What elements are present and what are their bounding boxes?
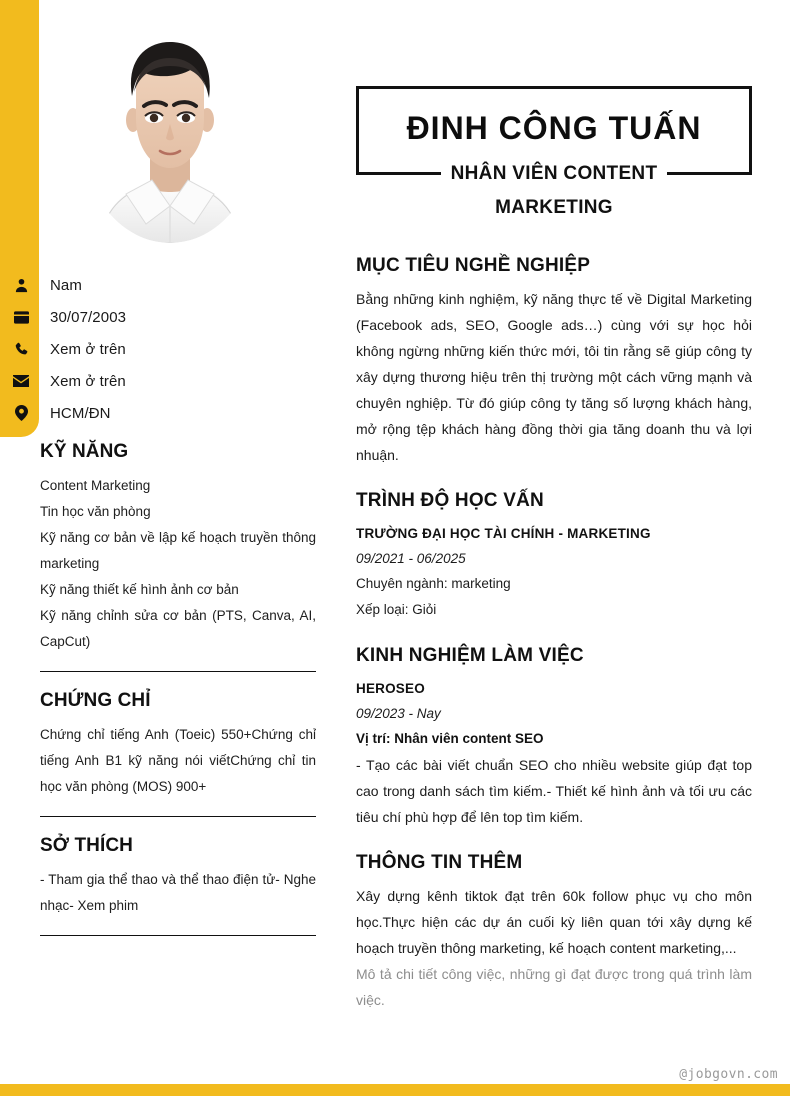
extra-body: Xây dựng kênh tiktok đạt trên 60k follow phục vụ cho môn học.Thực hiện các dự án cuối kỳ liên quan tới xây dựng kế hoạch truyền thông marketing, kế hoạch content marketing,... [356, 888, 752, 957]
id-card-icon [8, 311, 34, 324]
skill-item: Kỹ năng chỉnh sửa cơ bản (PTS, Canva, AI, CapCut) [40, 608, 316, 649]
avatar [82, 28, 258, 243]
contact-value: Xem ở trên [50, 372, 126, 390]
education-title: TRÌNH ĐỘ HỌC VẤN [356, 490, 544, 512]
hobbies-body: - Tham gia thể thao và thể thao điện tử- Nghe nhạc- Xem phim [40, 872, 316, 913]
email-icon [8, 375, 34, 387]
contact-item-birthdate [0, 301, 340, 333]
job-title-line-1: NHÂN VIÊN CONTENT [441, 163, 668, 184]
skill-item: Kỹ năng cơ bản về lập kế hoạch truyền thông marketing [40, 530, 316, 571]
contact-list [0, 269, 340, 429]
skill-item: Tin học văn phòng [40, 504, 151, 519]
contact-item-gender [0, 269, 340, 301]
experience-company: HEROSEO [356, 681, 425, 697]
experience-title: KINH NGHIỆM LÀM VIỆC [356, 645, 584, 667]
contact-item-phone [0, 333, 340, 365]
extra-placeholder: Mô tả chi tiết công việc, những gì đạt được trong quá trình làm việc. [356, 966, 752, 1009]
contact-value: Nam [50, 276, 82, 294]
section-certificates [40, 690, 316, 800]
contact-value: Xem ở trên [50, 340, 126, 358]
contact-item-location [0, 397, 340, 429]
experience-role: Vị trí: Nhân viên content SEO [356, 731, 544, 747]
location-pin-icon [8, 405, 34, 421]
section-education [356, 490, 752, 623]
left-column [0, 0, 340, 936]
certificates-body: Chứng chỉ tiếng Anh (Toeic) 550+Chứng chỉ tiếng Anh B1 kỹ năng nói viếtChứng chỉ tin học văn phòng (MOS) 900+ [40, 727, 316, 794]
certificates-title: CHỨNG CHỈ [40, 690, 151, 711]
education-major: Chuyên ngành: marketing [356, 576, 511, 592]
name-block [356, 86, 752, 225]
person-icon [8, 278, 34, 293]
section-divider [40, 816, 316, 817]
watermark: @jobgovn.com [679, 1067, 778, 1082]
education-grade: Xếp loại: Giỏi [356, 602, 437, 618]
right-column [340, 0, 790, 1035]
yellow-footer-bar [0, 1084, 790, 1096]
section-hobbies [40, 835, 316, 919]
hobbies-title: SỞ THÍCH [40, 835, 134, 856]
objective-body: Bằng những kinh nghiệm, kỹ năng thực tế về Digital Marketing (Facebook ads, SEO, Google ads…) cùng với sự học hỏi không ngừng những kiến thức mới, tôi tin rằng sẽ giúp công ty xây dựng thương hiệu trên thị trường một cách vững mạnh và chuyên nghiệp. Từ đó giúp công ty tăng số lượng khách hàng, mở rộng tệp khách hàng đồng thời gia tăng doanh thu và lợi nhuận. [356, 291, 752, 464]
section-career-objective [356, 255, 752, 468]
job-title-line-2: MARKETING [495, 197, 613, 219]
skill-item: Kỹ năng thiết kế hình ảnh cơ bản [40, 582, 239, 597]
contact-value: HCM/ĐN [50, 404, 111, 422]
experience-dates: 09/2023 - Nay [356, 706, 441, 722]
section-skills [40, 441, 316, 655]
section-additional-info [356, 852, 752, 1013]
section-divider [40, 935, 316, 936]
skills-title: KỸ NĂNG [40, 441, 129, 462]
portrait-photo-icon [82, 28, 258, 243]
page-title: ĐINH CÔNG TUẤN [406, 110, 702, 146]
section-experience [356, 645, 752, 830]
left-sections [0, 441, 340, 936]
job-title [356, 157, 752, 225]
education-dates: 09/2021 - 06/2025 [356, 551, 466, 567]
skill-item: Content Marketing [40, 478, 151, 493]
phone-icon [8, 342, 34, 357]
photo-container [0, 28, 340, 243]
extra-title: THÔNG TIN THÊM [356, 852, 523, 874]
section-divider [40, 671, 316, 672]
experience-description: - Tạo các bài viết chuẩn SEO cho nhiều website giúp đạt top cao trong danh sách tìm kiếm.- Thiết kế hình ảnh và tối ưu các tiêu chí phù hợp để lên top tìm kiếm. [356, 757, 752, 826]
contact-item-email [0, 365, 340, 397]
contact-value: 30/07/2003 [50, 308, 127, 326]
education-school: TRƯỜNG ĐẠI HỌC TÀI CHÍNH - MARKETING [356, 526, 651, 542]
objective-title: MỤC TIÊU NGHỀ NGHIỆP [356, 255, 591, 277]
